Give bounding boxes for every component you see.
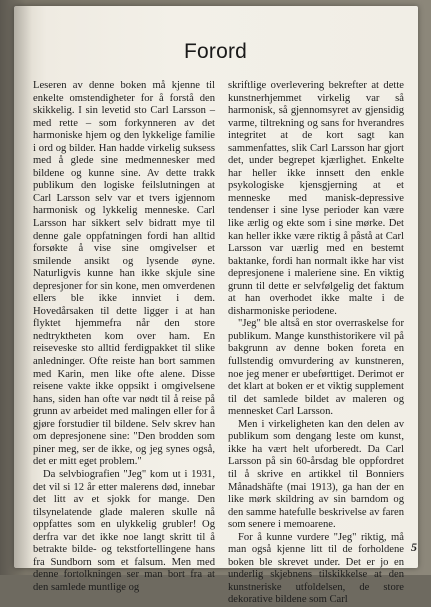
left-column (33, 80, 215, 594)
page-title: Forord (183, 40, 248, 63)
paragraph: Leseren av denne boken må kjenne til enkelte omstendigheter for å forstå den skikkelig. I sin levetid sto Carl Larsson – med rette – som forkynneren av det harmoniske hjem og den lykkelige familie i ord og bilder. Han hadde virkelig suksess med å glede sine medmennesker med bildene og kunne sine. Av dette trakk publikum den logiske feilslutningen at Carl Larsson selv var et tvers igjennom harmonisk og lykkelig menneske. Carl Larsson har sikkert selv bidratt mye til denne gale oppfatningen fordi han alltid forsøkte å vise sine omgivelser et smilende ansikt og lysende øyne. Naturligvis kunne han ikke skjule sine depresjoner for sin kone, men omverdenen ellers ble ikke innviet i dem. Hovedårsaken til dette ligger i at han flyktet hjemmefra når den store nedtryktheten kom over ham. En reiseveske sto alltid ferdigpakket til slike anledninger. Ofte reiste han bort sammen med Karin, men like ofte alene. Disse reisene vakte ikke oppsikt i omgivelsene hans, siden han ofte var nødt til å reise på grunn av arbeidet med malingen eller for å gjøre forstudier til bildene. Selv skrev han om depresjonene sine: "Den brodden som piner meg, ser de ikke, og jeg synes også, det er mitt eget problem." (33, 80, 215, 468)
paragraph: "Jeg" ble altså en stor overraskelse for publikum. Mange kunsthistorikere vil på bakgrunn av denne boken foreta en fullstendig omvurdering av kunstneren, noe jeg mener er ubeførttiget. Derimot er det klart at boken er et viktig supplement til det samlede bildet av maleren og mennesket Carl Larsson. (228, 318, 404, 418)
page-number: 5 (411, 540, 417, 554)
paragraph: skriftlige overlevering bekrefter at dette kunstnerhjemmet virkelig var så harmonisk, så gjennomsyret av gjensidig varme, tiltrekning og sans for hverandres integritet at de kort sagt kan sammenfattes, slik Carl Larsson har gjort det, under begrepet kjærlighet. Enkelte har heller ikke innsett den enkle psykologiske kjensgjerning at et menneske med manisk-depressive tendenser i sine lyse perioder kan være like ærlig og ekte som i sine mørke. Det kan heller ikke være riktig å påstå at Carl Larsson var uærlig med en bestemt baktanke, fordi han normalt ikke har vist depresjonene i maleriene sine. En viktig grunn til dette er selvfølgelig det faktum at han overhodet ikke malte i de disharmoniske periodene. (228, 80, 404, 317)
right-column (228, 80, 404, 607)
paragraph: Da selvbiografien "Jeg" kom ut i 1931, det vil si 12 år etter malerens død, innebar det litt av et sjokk for mange. Den tilsynelatende glade maleren skulle nå oppfattes som en ulykkelig grubler! Og derfra var det ikke noe langt skritt til å betrakte bilde- og tekstfortellingene hans fra Sundborn som et falsum. Men med denne fortolkningen ser man bort fra at den samlede muntlige og (33, 468, 215, 593)
paragraph: Men i virkeligheten kan den delen av publikum som dengang leste om kunst, ikke ha vært helt uforberedt. Da Carl Larsson på sin 60-årsdag ble oppfordret til å skrive en artikkel til Bonniers Månadshäfte (mai 1913), ga han der en like mørk skildring av sin barndom og den samme hatefulle beskrivelse av faren som senere i memoarene. (228, 418, 404, 531)
paragraph: For å kunne vurdere "Jeg" riktig, må man også kjenne litt til de forholdene boken ble skrevet under. Det er jo en underlig skjebnens tilskikkelse at den kunstneriske utfoldelsen, de store dekorative bildene som Carl (228, 531, 404, 606)
